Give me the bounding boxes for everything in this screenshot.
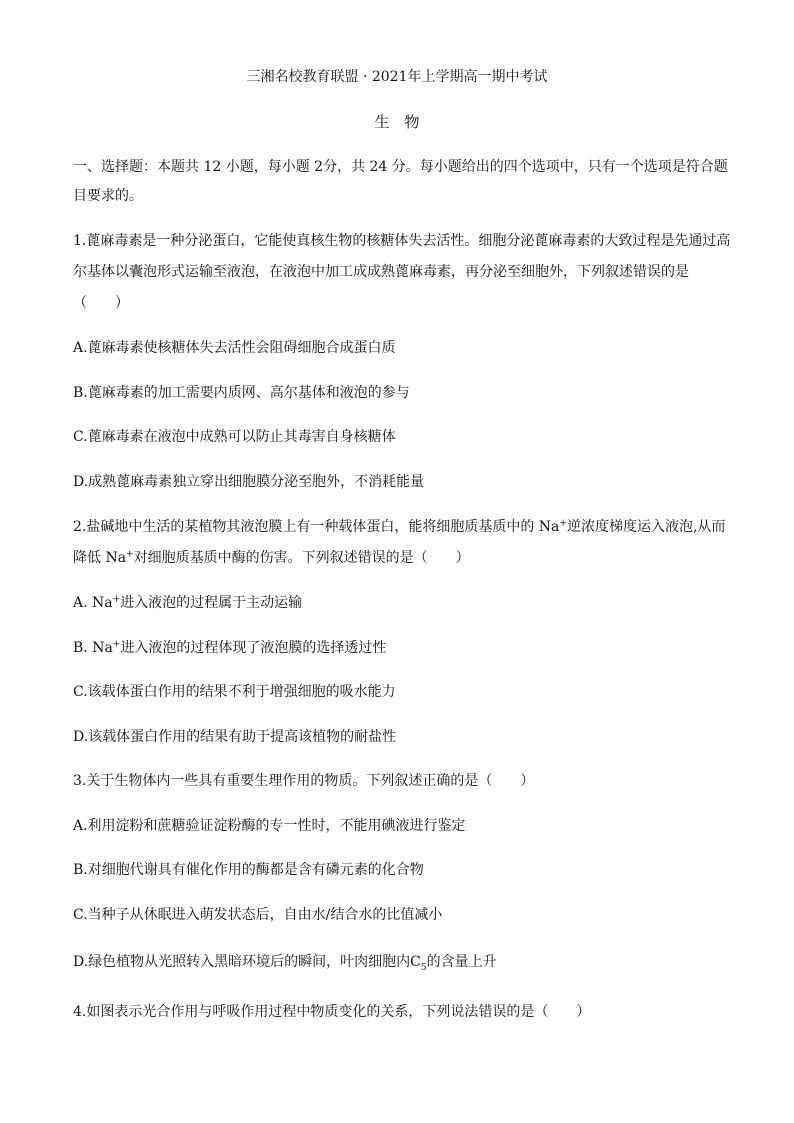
- question-1-option-b: B.蓖麻毒素的加工需要内质网、高尔基体和液泡的参与: [73, 385, 410, 401]
- option-a-prefix: A. Na: [73, 595, 113, 611]
- question-3-option-b: B.对细胞代谢具有催化作用的酶都是含有磷元素的化合物: [73, 862, 424, 878]
- option-d-rest: 的含量上升: [426, 954, 497, 970]
- question-2-stem-line-2-rest: 对细胞质基质中酶的伤害。下列叙述错误的是（ ）: [133, 550, 470, 566]
- option-b-prefix: B. Na: [73, 640, 113, 656]
- question-1-option-d: D.成熟蓖麻毒素独立穿出细胞膜分泌至胞外，不消耗能量: [73, 474, 425, 490]
- exam-title: 三湘名校教育联盟 · 2021年上学期高一期中考试: [246, 69, 548, 85]
- sodium-charge: +: [112, 594, 121, 605]
- subject-title: 生 物: [374, 113, 420, 131]
- sodium-charge: +: [126, 549, 134, 560]
- carbon-subscript: 5: [420, 962, 427, 973]
- question-2-option-b: [73, 638, 734, 658]
- question-1-stem-line-1: 1.蓖麻毒素是一种分泌蛋白，它能使真核生物的核糖体失去活性。细胞分泌蓖麻毒素的大致过程是先通过高: [73, 233, 731, 249]
- question-3-option-a: A.利用淀粉和蔗糖验证淀粉酶的专一性时，不能用碘液进行鉴定: [73, 818, 466, 834]
- question-1-option-c: C.蓖麻毒素在液泡中成熟可以防止其毒害自身核糖体: [73, 429, 396, 445]
- question-1-option-a: A.蓖麻毒素使核糖体失去活性会阻碍细胞合成蛋白质: [73, 340, 396, 356]
- sodium-charge: +: [559, 518, 567, 529]
- question-1-stem-line-2: 尔基体以囊泡形式运输至液泡，在液泡中加工成成熟蓖麻毒素，再分泌至细胞外，下列叙述错误的是: [73, 264, 689, 280]
- question-2-stem-line-1-text: 2.盐碱地中生活的某植物其液泡膜上有一种载体蛋白，能将细胞质基质中的 Na: [73, 519, 560, 535]
- question-3-stem: 3.关于生物体内一些具有重要生理作用的物质。下列叙述正确的是（ ）: [73, 773, 535, 789]
- question-2-stem-line-1: [73, 517, 734, 537]
- question-2-option-d: D.该载体蛋白作用的结果有助于提高该植物的耐盐性: [73, 729, 397, 745]
- question-4-stem: 4.如图表示光合作用与呼吸作用过程中物质变化的关系，下列说法错误的是（ ）: [73, 1004, 591, 1020]
- question-2-stem-line-1-rest: 逆浓度梯度运入液泡,从而: [566, 519, 726, 535]
- question-2-option-c: C.该载体蛋白作用的结果不利于增强细胞的吸水能力: [73, 684, 396, 700]
- section-instruction-line-2: 目要求的。: [73, 188, 143, 204]
- sodium-charge: +: [112, 639, 121, 650]
- question-3-option-d: [73, 952, 734, 972]
- section-instruction-line-1: 一、选择题：本题共 12 小题，每小题 2分，共 24 分。每小题给出的四个选项中，只有一个选项是符合题: [73, 159, 728, 175]
- question-3-option-c: C.当种子从休眠进入萌发状态后，自由水/结合水的比值减小: [73, 907, 443, 923]
- option-b-text: 进入液泡的过程体现了液泡膜的选择透过性: [120, 640, 387, 656]
- option-a-text: 进入液泡的过程属于主动运输: [120, 595, 303, 611]
- question-2-stem-line-2-text: 降低 Na: [73, 550, 127, 566]
- question-1-stem-line-3: （ ）: [73, 295, 129, 311]
- option-d-text: D.绿色植物从光照转入黑暗环境后的瞬间，叶肉细胞内C: [73, 954, 421, 970]
- question-2-option-a: [73, 593, 734, 613]
- question-2-stem-line-2: [73, 548, 734, 568]
